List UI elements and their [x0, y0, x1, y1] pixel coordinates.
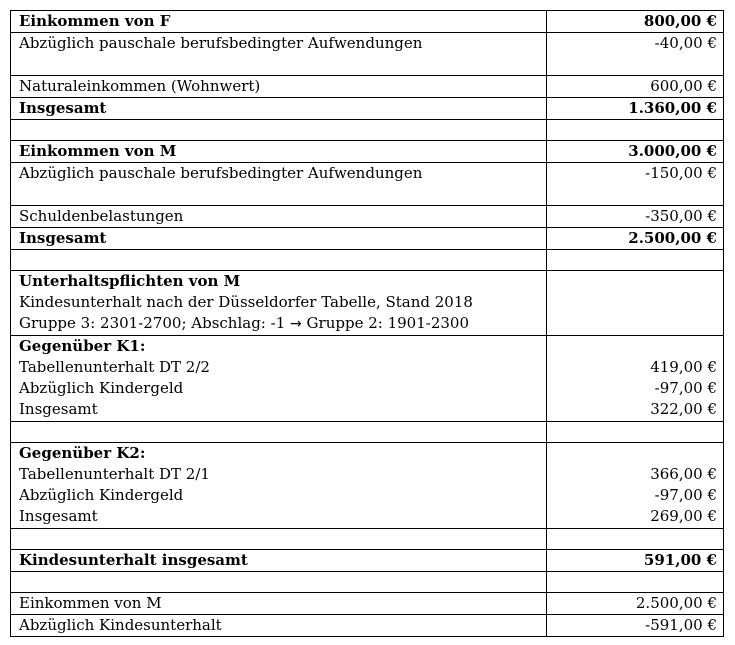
k2-table-amount: 366,00 € [650, 465, 717, 483]
income-f-title: Einkommen von F [11, 11, 547, 33]
obligations-cell [11, 271, 547, 336]
spacer-row [11, 529, 724, 550]
k1-total-amount: 322,00 € [650, 400, 717, 418]
obligations-line2-before: Gruppe 3: 2301-2700; Abschlag: -1 [19, 314, 286, 332]
income-f-total-label: Insgesamt [11, 98, 547, 120]
k1-title: Gegenüber K1: [19, 337, 146, 355]
income-f-natural-amount: 600,00 € [547, 76, 724, 98]
table-row [11, 163, 724, 206]
table-row [11, 141, 724, 163]
obligations-line1: Kindesunterhalt nach der Düsseldorfer Tabelle, Stand 2018 [19, 293, 473, 311]
obligations-line2-after: Gruppe 2: 1901-2300 [306, 314, 469, 332]
income-f-deduction-label: Abzüglich pauschale berufsbedingter Aufwendungen [11, 33, 547, 76]
k1-total-label: Insgesamt [19, 400, 98, 418]
income-m-debt-label: Schuldenbelastungen [11, 206, 547, 228]
income-f-amount: 800,00 € [547, 11, 724, 33]
k1-kindergeld-label: Abzüglich Kindergeld [19, 379, 184, 397]
table-row [11, 271, 724, 336]
final-deduction-amount: -591,00 € [547, 615, 724, 637]
income-m-total-amount: 2.500,00 € [547, 228, 724, 250]
k2-title: Gegenüber K2: [19, 444, 146, 462]
table-row [11, 336, 724, 422]
income-m-deduction-label: Abzüglich pauschale berufsbedingter Aufwendungen [11, 163, 547, 206]
child-support-total-label: Kindesunterhalt insgesamt [11, 550, 547, 572]
obligations-title: Unterhaltspflichten von M [19, 272, 241, 290]
table-row [11, 98, 724, 120]
table-row [11, 615, 724, 637]
maintenance-calculation-table [10, 10, 724, 637]
k1-kindergeld-amount: -97,00 € [654, 379, 717, 397]
income-m-deduction-amount: -150,00 € [547, 163, 724, 206]
child-support-total-amount: 591,00 € [547, 550, 724, 572]
k2-kindergeld-label: Abzüglich Kindergeld [19, 486, 184, 504]
income-f-natural-label: Naturaleinkommen (Wohnwert) [11, 76, 547, 98]
table-row [11, 550, 724, 572]
arrow-right-icon: → [290, 316, 302, 332]
k2-kindergeld-amount: -97,00 € [654, 486, 717, 504]
income-f-total-amount: 1.360,00 € [547, 98, 724, 120]
k1-amounts-cell [547, 336, 724, 422]
k1-table-amount: 419,00 € [650, 358, 717, 376]
k2-amounts-cell [547, 443, 724, 529]
income-m-title: Einkommen von M [11, 141, 547, 163]
final-income-amount: 2.500,00 € [547, 593, 724, 615]
k1-table-label: Tabellenunterhalt DT 2/2 [19, 358, 210, 376]
k2-cell [11, 443, 547, 529]
table-row [11, 228, 724, 250]
table-row [11, 443, 724, 529]
table-row [11, 593, 724, 615]
income-m-amount: 3.000,00 € [547, 141, 724, 163]
income-f-deduction-amount: -40,00 € [547, 33, 724, 76]
spacer-row [11, 572, 724, 593]
income-m-total-label: Insgesamt [11, 228, 547, 250]
spacer-row [11, 422, 724, 443]
spacer-row [11, 120, 724, 141]
table-row [11, 76, 724, 98]
k2-table-label: Tabellenunterhalt DT 2/1 [19, 465, 210, 483]
obligations-line2 [19, 313, 540, 335]
k2-total-amount: 269,00 € [650, 507, 717, 525]
table-row [11, 33, 724, 76]
final-deduction-label: Abzüglich Kindesunterhalt [11, 615, 547, 637]
table-row [11, 11, 724, 33]
k2-total-label: Insgesamt [19, 507, 98, 525]
table-row [11, 206, 724, 228]
spacer-row [11, 250, 724, 271]
final-income-label: Einkommen von M [11, 593, 547, 615]
k1-cell [11, 336, 547, 422]
income-m-debt-amount: -350,00 € [547, 206, 724, 228]
